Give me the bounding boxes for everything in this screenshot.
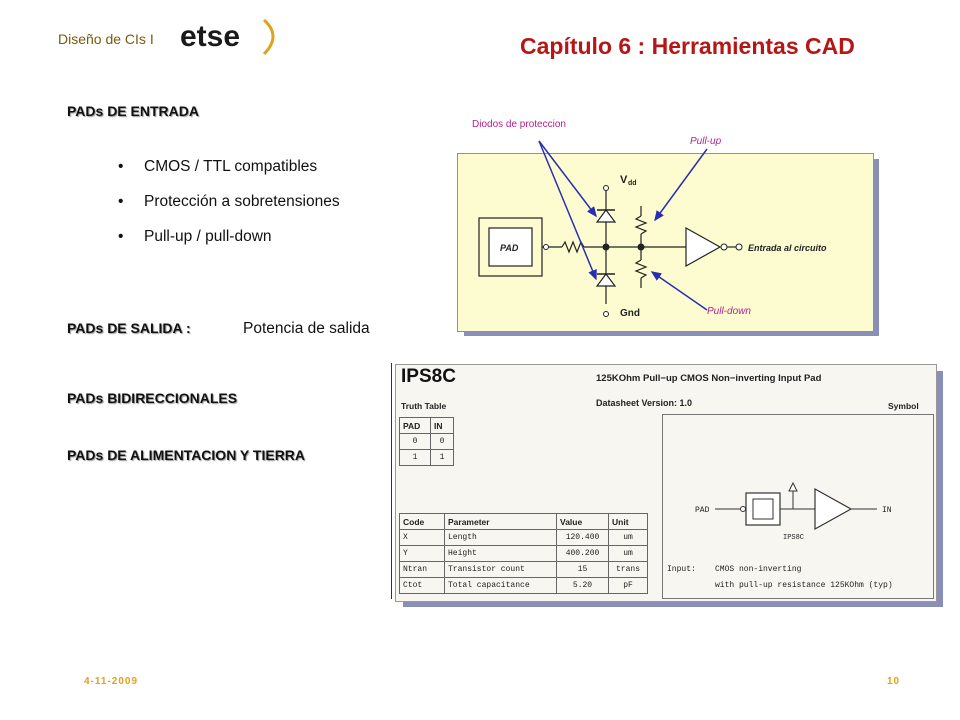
list-item: • Pull-up / pull-down <box>118 228 272 245</box>
symbol-title: Symbol <box>888 401 919 411</box>
input-label: Input: <box>667 565 696 574</box>
truth-table: PAD IN 0 0 1 1 <box>399 417 454 466</box>
table-row: Ctot Total capacitance 5.20 pF <box>400 578 648 594</box>
table-row: Y Height 400.200 um <box>400 546 648 562</box>
page-number: 10 <box>887 676 901 687</box>
input-buffer <box>686 228 720 266</box>
circuit-drawing <box>458 154 873 331</box>
footer-date: 4-11-2009 <box>84 676 139 687</box>
section-salida: PADs DE SALIDA : <box>67 320 191 336</box>
diode-top <box>597 210 615 222</box>
vdd-label: V <box>620 174 628 186</box>
gnd-label: Gnd <box>620 308 640 319</box>
pullup-label: Pull-up <box>690 136 722 147</box>
datasheet-version: Datasheet Version: 1.0 <box>596 398 693 408</box>
page-title: Capítulo 6 : Herramientas CAD <box>520 33 855 59</box>
datasheet-name: IPS8C <box>401 366 456 387</box>
datasheet <box>395 364 937 602</box>
table-row: X Length 120.400 um <box>400 530 648 546</box>
feature-list <box>118 156 340 261</box>
datasheet-description: 125KOhm Pull−up CMOS Non−inverting Input Pad <box>596 373 822 384</box>
series-resistor <box>562 242 584 252</box>
etse-logo <box>178 14 282 60</box>
symbol-pad-cell <box>746 493 780 525</box>
parameter-table <box>399 513 648 594</box>
symbol-box <box>662 414 934 599</box>
logo-arc <box>264 20 273 54</box>
symbol-pad-label: PAD <box>695 506 710 515</box>
table-row: 1 1 <box>400 450 454 466</box>
list-item: • Protección a sobretensiones <box>118 193 340 210</box>
symbol-in-label: IN <box>882 506 892 515</box>
pullup-resistor <box>636 216 646 234</box>
salida-note: Potencia de salida <box>243 320 370 337</box>
pulldown-resistor <box>636 260 646 278</box>
truth-table-title: Truth Table <box>401 401 447 411</box>
section-bidireccionales: PADs BIDIRECCIONALES <box>67 390 238 406</box>
section-entrada: PADs DE ENTRADA <box>67 103 199 119</box>
table-row: 0 0 <box>400 434 454 450</box>
input-line-2: with pull-up resistance 125KOhm (typ) <box>715 581 893 590</box>
pad-label: PAD <box>500 243 519 253</box>
symbol-cell-label: IPS8C <box>783 534 805 542</box>
table-row: Ntran Transistor count 15 trans <box>400 562 648 578</box>
entrada-label: Entrada al circuito <box>748 243 827 253</box>
diode-bottom <box>597 274 615 286</box>
table-header: Code Parameter Value Unit <box>400 514 648 530</box>
vdd-subscript: dd <box>628 180 637 187</box>
circuit-diagram <box>457 153 874 332</box>
input-line-1: CMOS non-inverting <box>715 565 802 574</box>
pulldown-label: Pull-down <box>707 306 751 317</box>
list-item: • CMOS / TTL compatibles <box>118 158 318 175</box>
symbol-buffer <box>815 489 851 529</box>
brand-text: Diseño de CIs I <box>58 31 154 47</box>
diodos-label: Diodos de proteccion <box>472 119 566 130</box>
logo-text: etse <box>180 20 241 53</box>
section-alimentacion: PADs DE ALIMENTACION Y TIERRA <box>67 447 306 463</box>
